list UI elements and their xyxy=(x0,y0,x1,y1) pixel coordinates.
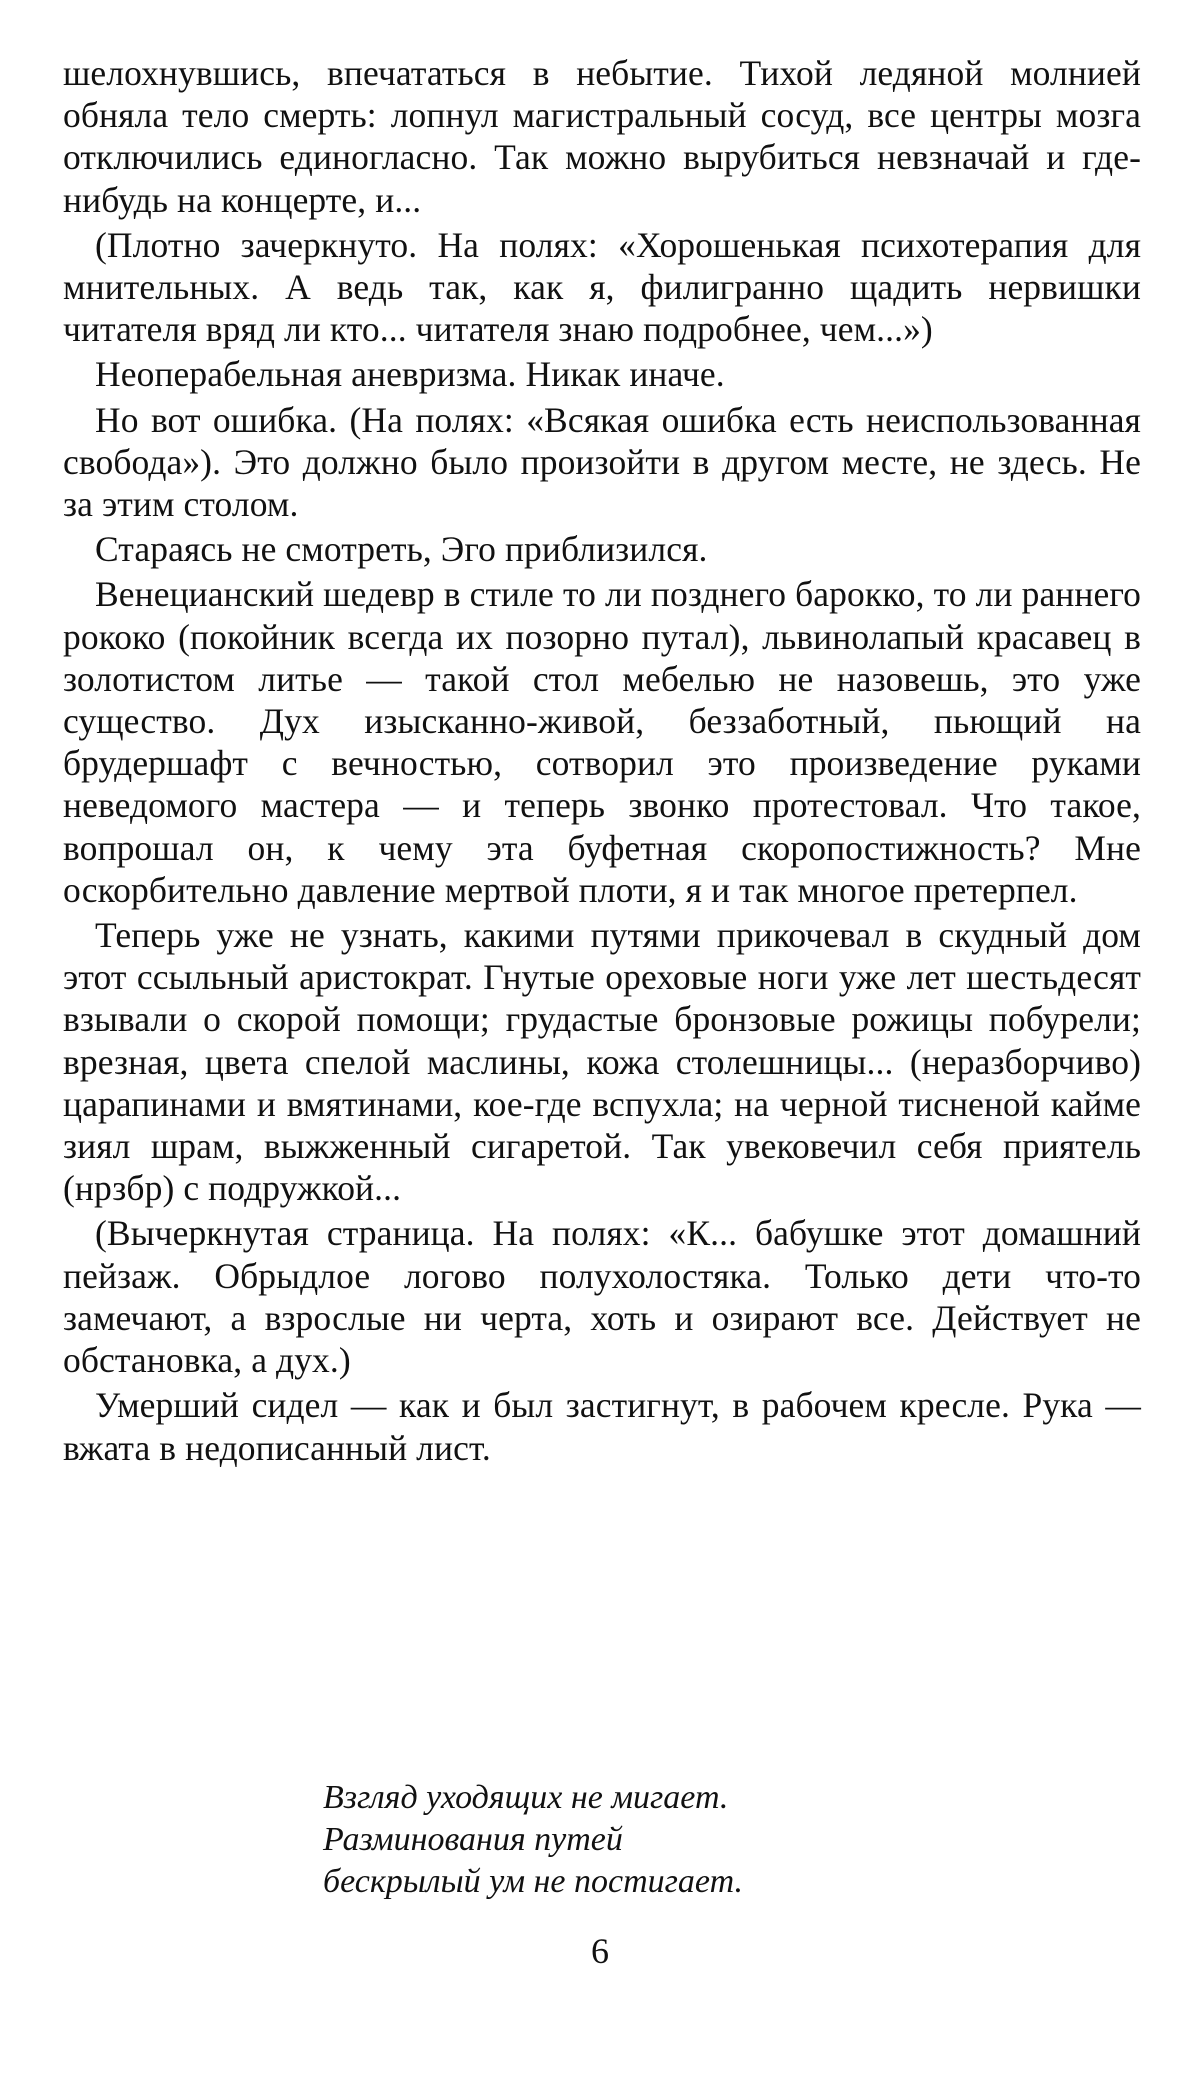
page-body xyxy=(63,52,1141,1469)
paragraph-9: Умерший сидел — как и был застигнут, в рабочем кресле. Рука — вжата в недописанный лист. xyxy=(63,1385,1141,1468)
verse-line-3: бескрылый ум не постигает. xyxy=(323,1863,744,1900)
paragraph-3: Неоперабельная аневризма. Никак иначе. xyxy=(95,354,725,395)
paragraph-2: (Плотно зачеркнуто. На полях: «Хорошенькая психотерапия для мнительных. А ведь так, как я, филигранно щадить нервишки читателя вряд ли кто... читателя знаю подробнее, чем...») xyxy=(63,224,1141,350)
verse-line-2: Разминования путей xyxy=(323,1821,623,1858)
paragraph-4: Но вот ошибка. (На полях: «Всякая ошибка есть неиспользованная свобода»). Это должно было произойти в другом месте, не здесь. Не за этим столом. xyxy=(63,399,1141,525)
paragraph-8: (Вычеркнутая страница. На полях: «К... бабушке этот домашний пейзаж. Обрыдлое логово полухолостяка. Только дети что-то замечают, а взрослые ни черта, хоть и озирают все. Действует не обстановка, а дух.) xyxy=(63,1213,1141,1381)
verse-stanza xyxy=(323,1777,743,1903)
paragraph-1: шелохнувшись, впечататься в небытие. Тихой ледяной молнией обняла тело смерть: лопнул магистральный сосуд, все центры мозга отключились единогласно. Так можно вырубиться невзначай и где-нибудь на концерте, и... xyxy=(63,53,1141,220)
paragraph-6: Венецианский шедевр в стиле то ли позднего барокко, то ли раннего рококо (покойник всегда их позорно путал), львинолапый красавец в золотистом литье — такой стол мебелью не назовешь, это уже существо. Дух изысканно-живой, беззаботный, пьющий на брудершафт с вечностью, сотворил это произведение руками неведомого мастера — и теперь звонко протестовал. Что такое, вопрошал он, к чему эта буфетная скоропостижность? Мне оскорбительно давление мертвой плоти, я и так многое претерпел. xyxy=(63,574,1141,910)
paragraph-7: Теперь уже не узнать, какими путями прикочевал в скудный дом этот ссыльный аристократ. Гнутые ореховые ноги уже лет шестьдесят взывали о скорой помощи; грудастые бронзовые рожицы побурели; врезная, цвета спелой маслины, кожа столешницы... (неразборчиво) царапинами и вмятинами, кое-где вспухла; на черной тисненой кайме зиял шрам, выжженный сигаретой. Так увековечил себя приятель (нрзбр) с подружкой... xyxy=(63,915,1141,1209)
paragraph-5: Стараясь не смотреть, Эго приблизился. xyxy=(95,529,708,570)
verse-line-1: Взгляд уходящих не мигает. xyxy=(323,1779,729,1816)
page-number: 6 xyxy=(591,1931,609,1971)
